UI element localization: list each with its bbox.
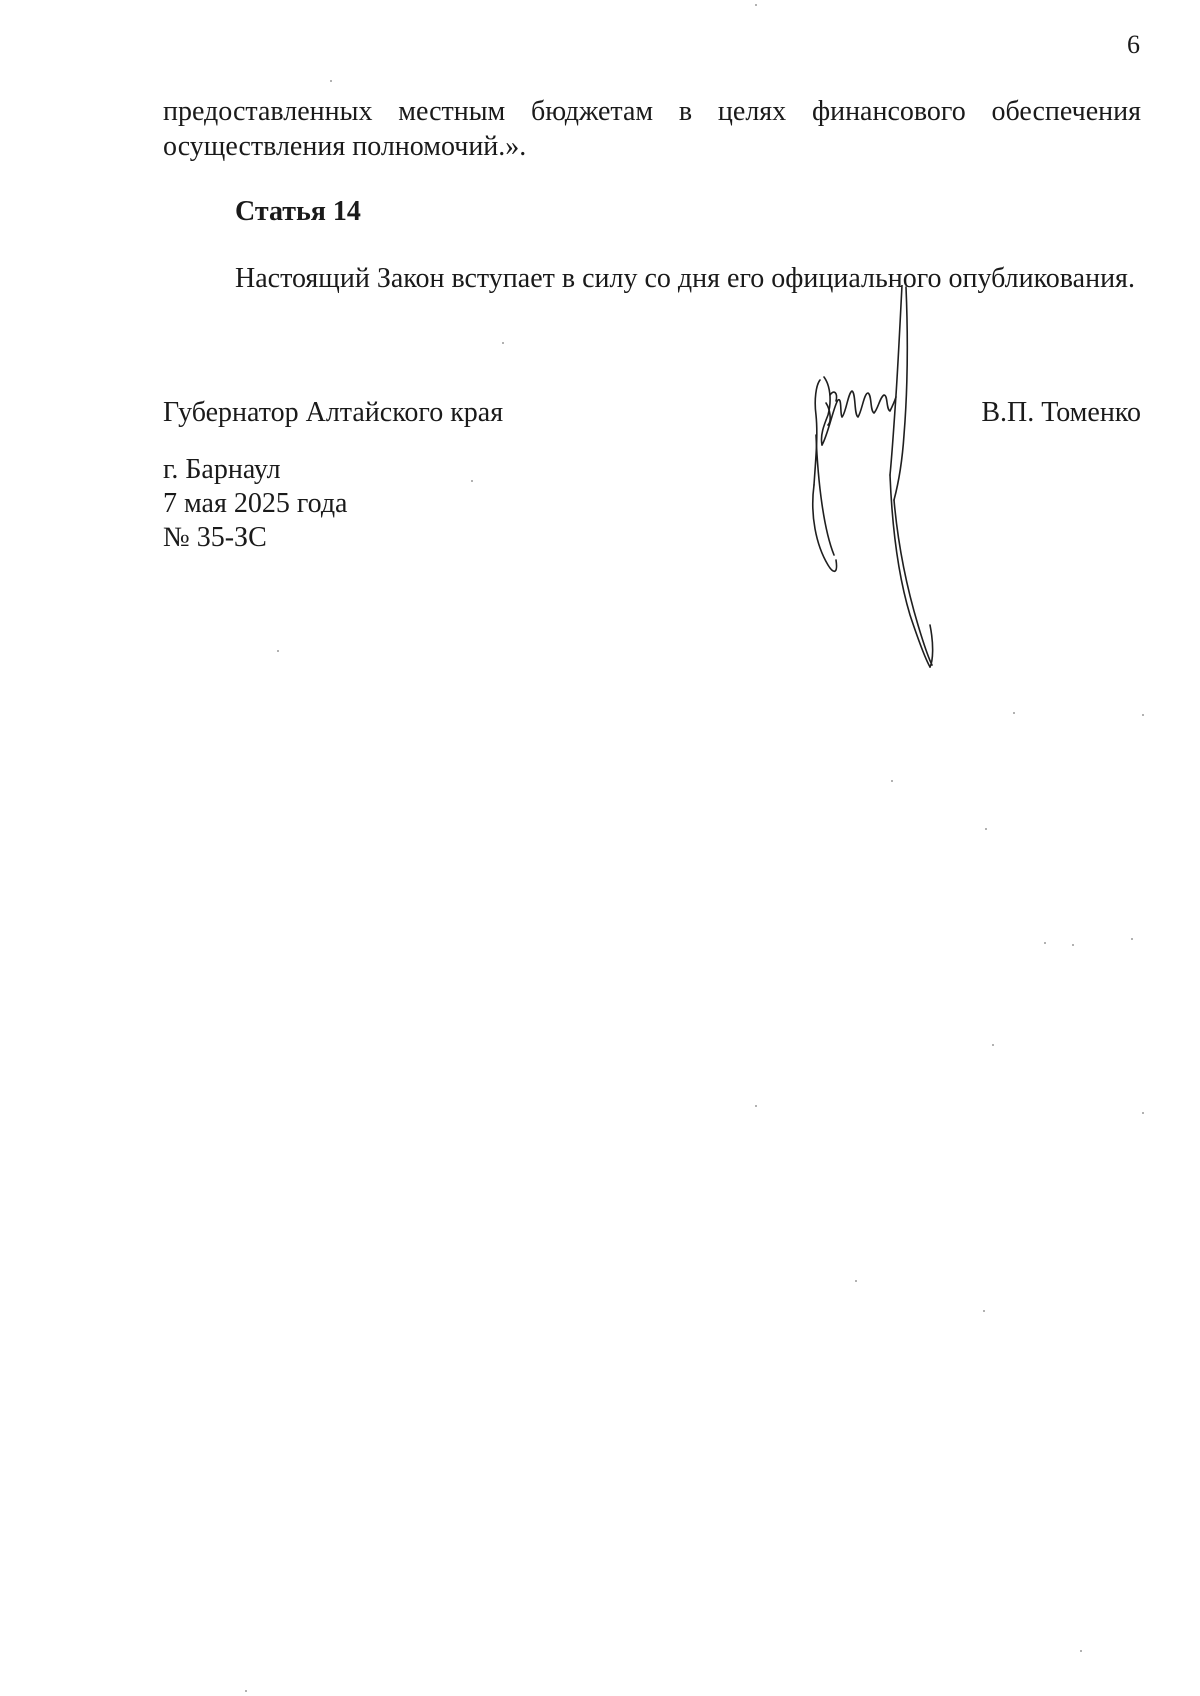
- scan-speck: [502, 342, 504, 344]
- scan-speck: [1013, 712, 1015, 714]
- scan-speck: [245, 1690, 247, 1692]
- signer-name: В.П. Томенко: [981, 397, 1141, 428]
- scan-speck: [1131, 938, 1133, 940]
- scan-speck: [330, 80, 332, 82]
- handwritten-signature: [780, 285, 980, 670]
- page-number: 6: [1127, 30, 1140, 59]
- scan-speck: [1044, 942, 1046, 944]
- scan-speck: [891, 780, 893, 782]
- place-date-block: [163, 453, 348, 555]
- scan-speck: [1072, 944, 1074, 946]
- scan-speck: [983, 1310, 985, 1312]
- scan-speck: [1142, 1112, 1144, 1114]
- scan-speck: [855, 1280, 857, 1282]
- continuation-paragraph: предоставленных местным бюджетам в целях финансового обеспечения осуществления полномочий.».: [163, 96, 1141, 162]
- scan-speck: [755, 4, 757, 6]
- date-line: 7 мая 2025 года: [163, 488, 348, 519]
- signer-title: Губернатор Алтайского края: [163, 397, 504, 428]
- scan-speck: [985, 828, 987, 830]
- article-heading: Статья 14: [235, 196, 361, 227]
- city-line: г. Барнаул: [163, 454, 281, 485]
- scan-speck: [992, 1044, 994, 1046]
- law-number-line: № 35-ЗС: [163, 522, 267, 553]
- scan-speck: [755, 1105, 757, 1107]
- article-text: Настоящий Закон вступает в силу со дня его официального опубликования.: [235, 263, 1135, 294]
- scan-speck: [1142, 714, 1144, 716]
- scan-speck: [277, 650, 279, 652]
- scan-speck: [471, 480, 473, 482]
- scan-speck: [1080, 1650, 1082, 1652]
